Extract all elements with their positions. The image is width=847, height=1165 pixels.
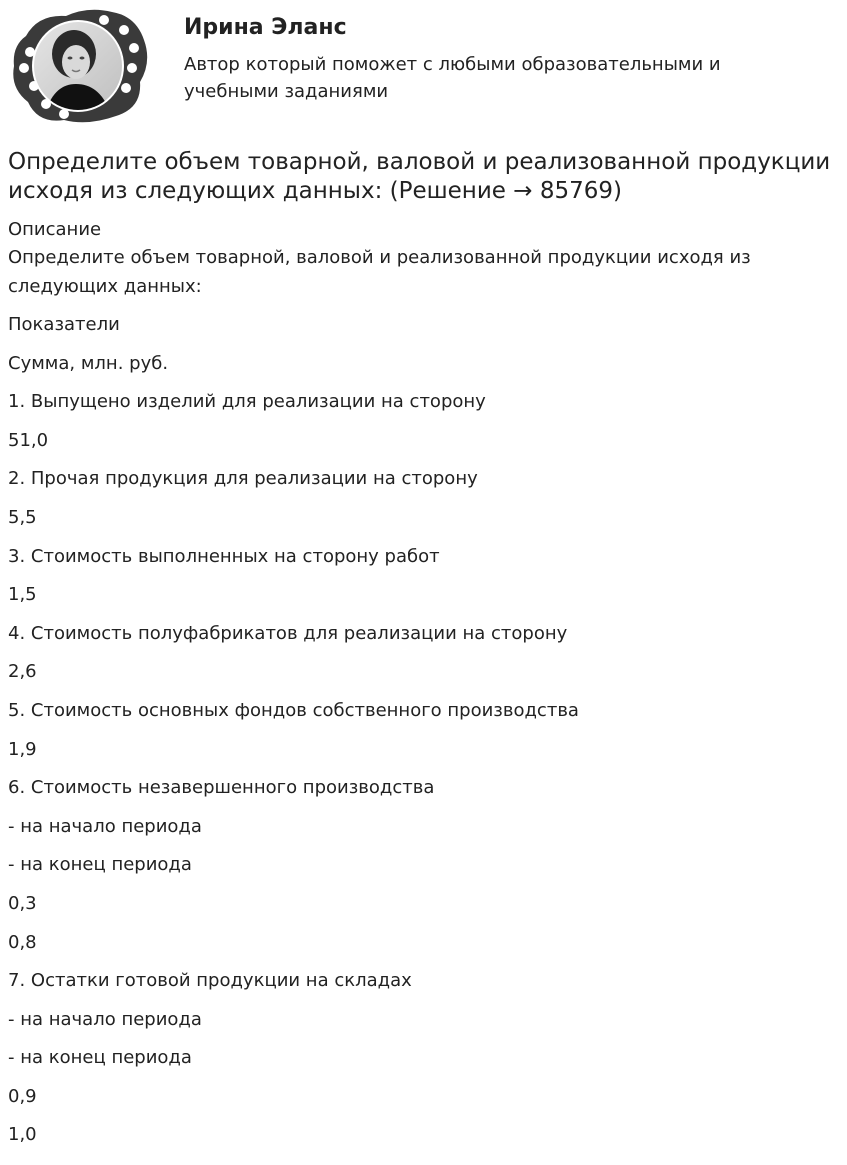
data-line: 0,9 xyxy=(8,1085,37,1107)
description-heading: Описание xyxy=(8,219,102,240)
data-line: - на конец периода xyxy=(8,854,192,876)
data-line: 0,3 xyxy=(8,892,37,914)
author-name[interactable]: Ирина Эланс xyxy=(184,15,347,40)
data-line: 1,9 xyxy=(8,738,37,760)
data-line: 5. Стоимость основных фондов собственного производства xyxy=(8,699,579,721)
author-card xyxy=(8,6,838,128)
data-line: 6. Стоимость незавершенного производства xyxy=(8,777,435,799)
data-line: 1,0 xyxy=(8,1124,37,1146)
author-avatar xyxy=(8,6,150,126)
data-line: 51,0 xyxy=(8,429,49,451)
data-line: 0,8 xyxy=(8,931,37,953)
data-line: Сумма, млн. руб. xyxy=(8,352,169,374)
data-line: 5,5 xyxy=(8,506,37,528)
data-line: Показатели xyxy=(8,314,120,335)
data-line: 1. Выпущено изделий для реализации на сторону xyxy=(8,391,486,413)
data-line: 3. Стоимость выполненных на сторону работ xyxy=(8,545,440,567)
data-line: 2. Прочая продукция для реализации на сторону xyxy=(8,468,478,490)
data-line: 1,5 xyxy=(8,584,37,606)
data-line: - на начало периода xyxy=(8,815,202,837)
data-line: 7. Остатки готовой продукции на складах xyxy=(8,970,412,992)
data-line: - на конец периода xyxy=(8,1047,192,1069)
task-description: Определите объем товарной, валовой и реализованной продукции исходя из следующих данных: xyxy=(8,247,751,297)
data-line: 4. Стоимость полуфабрикатов для реализации на сторону xyxy=(8,622,568,644)
task-data-list xyxy=(8,311,838,1160)
author-tagline: Автор который поможет с любыми образовательными и учебными заданиями xyxy=(184,54,721,102)
task-title: Определите объем товарной, валовой и реализованной продукции исходя из следующих данных: (Решение → 85769) xyxy=(8,149,831,204)
data-line: 2,6 xyxy=(8,661,37,683)
data-line: - на начало периода xyxy=(8,1008,202,1030)
